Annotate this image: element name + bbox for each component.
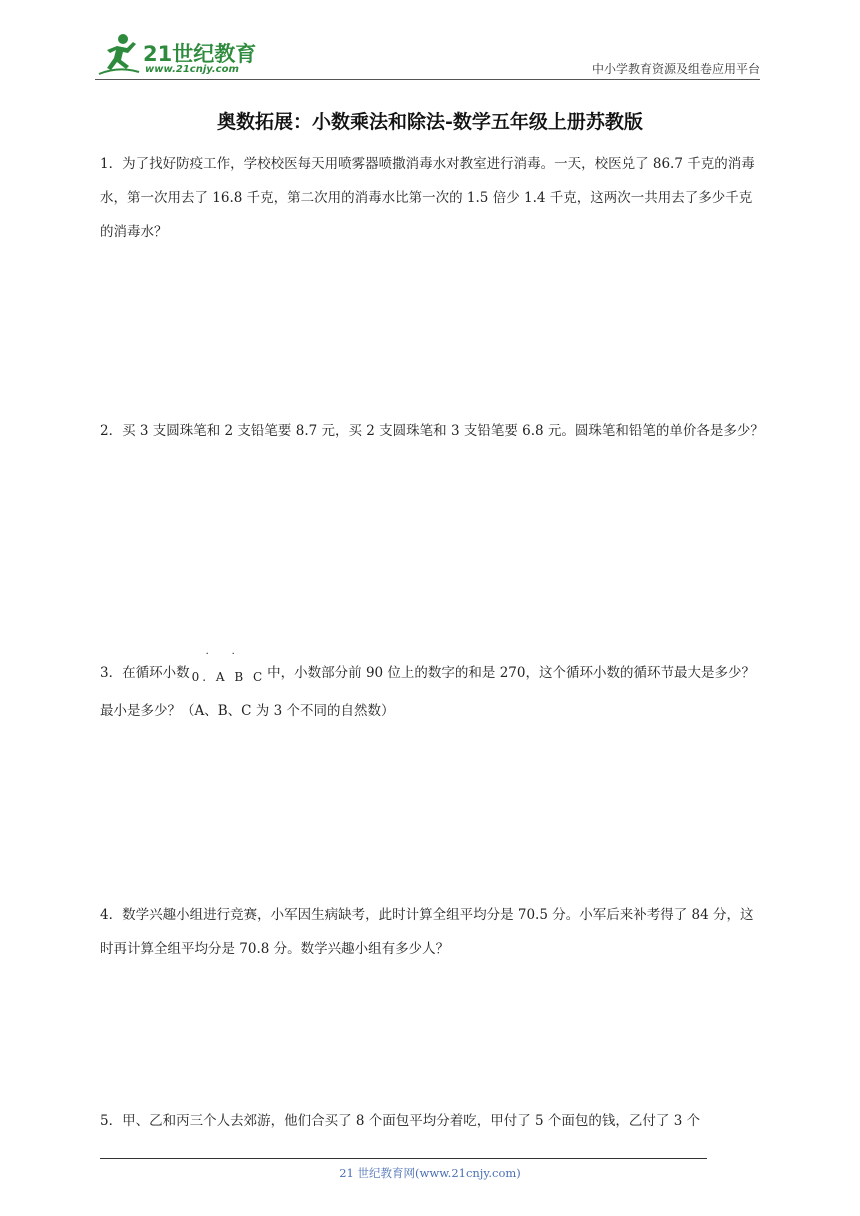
question-number: 3． xyxy=(100,665,123,681)
logo-text: 21世纪教育 xyxy=(143,42,257,66)
question-text: 甲、乙和丙三个人去郊游，他们合买了 8 个面包平均分着吃，甲付了 5 个面包的钱，乙付了 3 个 xyxy=(122,1113,701,1129)
question-number: 1． xyxy=(100,156,123,172)
runner-logo-icon xyxy=(95,30,143,78)
logo xyxy=(95,30,265,78)
question-2 xyxy=(100,414,764,448)
header-tagline: 中小学教育资源及组卷应用平台 xyxy=(591,62,760,76)
question-number: 5． xyxy=(100,1113,123,1129)
question-3 xyxy=(100,649,764,728)
question-text: 数学兴趣小组进行竞赛，小军因生病缺考，此时计算全组平均分是 70.5 分。小军后来补考得了 84 分，这时再计算全组平均分是 70.8 分。数学兴趣小组有多少人？ xyxy=(100,907,754,957)
question-number: 4． xyxy=(100,907,123,923)
repeating-decimal xyxy=(190,649,268,694)
page-footer: 21 世纪教育网(www.21cnjy.com) xyxy=(339,1166,521,1180)
question-5 xyxy=(100,1104,764,1138)
question-4 xyxy=(100,898,764,966)
question-1 xyxy=(100,147,764,249)
repeat-dot-icon: · xyxy=(205,649,212,660)
question-text-after: 中，小数部分前 90 位上的数字的和是 270，这个循环小数的循环节最大是多少？最小是多少？（A、B、C 为 3 个不同的自然数） xyxy=(100,665,755,719)
page-title: 奥数拓展：小数乘法和除法-数学五年级上册苏教版 xyxy=(217,111,643,133)
repeat-dot-icon: · xyxy=(231,649,238,660)
question-text-before: 在循环小数 xyxy=(122,665,190,681)
repeating-decimal-text: 0. A B C xyxy=(191,670,266,684)
footer-divider xyxy=(100,1158,707,1159)
header-divider xyxy=(95,79,760,80)
page-header xyxy=(95,30,760,80)
logo-url: www.21cnjy.com xyxy=(145,64,239,75)
question-text: 为了找好防疫工作，学校校医每天用喷雾器喷撒消毒水对教室进行消毒。一天，校医兑了 86.7 千克的消毒水，第一次用去了 16.8 千克，第二次用的消毒水比第一次的 1.5 倍少 1.4 千克，这两次一共用去了多少千克的消毒水？ xyxy=(100,156,755,240)
question-text: 买 3 支圆珠笔和 2 支铅笔要 8.7 元，买 2 支圆珠笔和 3 支铅笔要 6.8 元。圆珠笔和铅笔的单价各是多少？ xyxy=(122,423,764,439)
question-number: 2． xyxy=(100,423,123,439)
